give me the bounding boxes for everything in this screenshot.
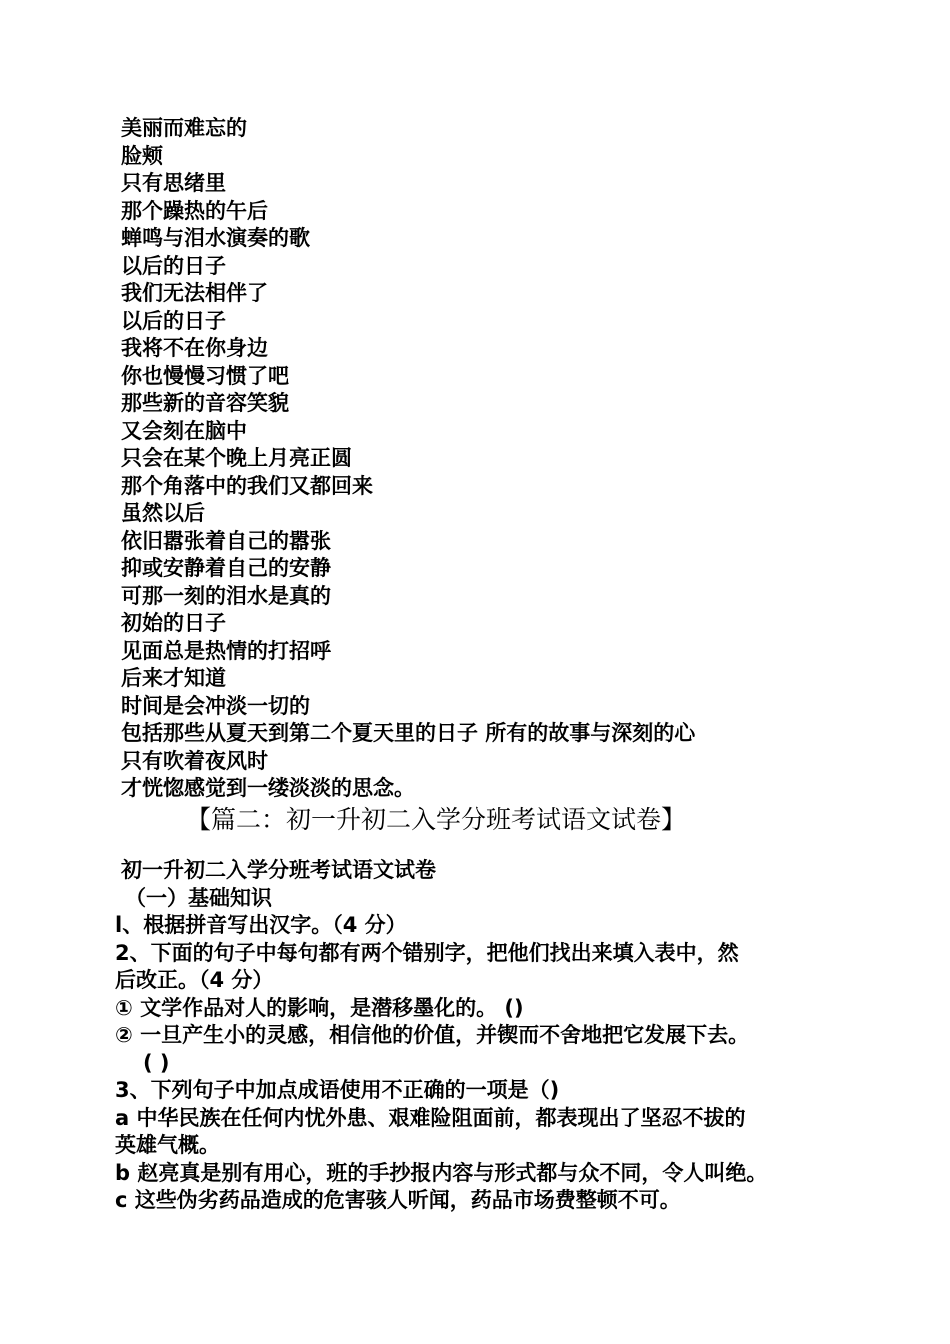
- option-b: b 赵亮真是别有用心，班的手抄报内容与形式都与众不同，令人叫绝。: [115, 1160, 768, 1185]
- part-heading: （一）基础知识: [125, 885, 272, 910]
- poem-line: 才恍惚感觉到一缕淡淡的思念。: [121, 776, 415, 800]
- poem-line: 以后的日子: [121, 253, 226, 278]
- poem-line: 蝉鸣与泪水演奏的歌: [121, 226, 310, 250]
- poem-line: 脸颊: [121, 143, 163, 168]
- question-2-item-1: ① 文学作品对人的影响，是潜移墨化的。 (): [115, 995, 524, 1020]
- poem-block: [121, 115, 901, 803]
- poem-line: 只有吹着夜风时: [121, 748, 268, 773]
- poem-line: 我们无法相伴了: [121, 281, 268, 305]
- poem-line: 抑或安静着自己的安静: [121, 556, 331, 580]
- poem-line: 只有思绪里: [121, 171, 226, 195]
- poem-line: 初始的日子: [121, 611, 226, 635]
- poem-line: 我将不在你身边: [121, 336, 268, 360]
- poem-line: 那个躁热的午后: [121, 198, 268, 223]
- option-a-line2: 英雄气概。: [115, 1133, 220, 1157]
- poem-line: 虽然以后: [121, 501, 205, 525]
- option-c: c 这些伪劣药品造成的危害骇人听闻，药品市场费整顿不可。: [115, 1188, 681, 1212]
- section-heading: 【篇二：初一升初二入学分班考试语文试卷】: [186, 805, 687, 834]
- question-2-line1: 2、下面的句子中每句都有两个错别字，把他们找出来填入表中，然: [115, 940, 739, 965]
- option-a-line1: a 中华民族在任何内忧外患、艰难险阻面前，都表现出了坚忍不拔的: [115, 1105, 746, 1130]
- question-1: l、根据拼音写出汉字。（4 分）: [115, 913, 407, 937]
- poem-line: 只会在某个晚上月亮正圆: [121, 446, 352, 470]
- poem-line: 时间是会冲淡一切的: [121, 693, 310, 718]
- question-2-line2: 后改正。（4 分）: [115, 968, 274, 992]
- poem-line: 以后的日子: [121, 308, 226, 333]
- exam-title: 初一升初二入学分班考试语文试卷: [121, 858, 436, 882]
- poem-line: 你也慢慢习惯了吧: [121, 363, 289, 388]
- poem-line: 依旧嚣张着自己的嚣张: [121, 528, 331, 553]
- poem-line: 美丽而难忘的: [121, 116, 247, 140]
- poem-line: 那个角落中的我们又都回来: [121, 473, 373, 498]
- poem-line: 见面总是热情的打招呼: [121, 638, 331, 663]
- poem-line: 又会刻在脑中: [121, 418, 247, 443]
- exam-block: [115, 857, 855, 1215]
- poem-line: 可那一刻的泪水是真的: [121, 583, 331, 608]
- poem-line: 那些新的音容笑貌: [121, 391, 289, 415]
- poem-line: 后来才知道: [121, 666, 226, 690]
- question-2-item-2: ② 一旦产生小的灵感，相信他的价值，并锲而不舍地把它发展下去。: [115, 1023, 750, 1047]
- poem-line: 包括那些从夏天到第二个夏天里的日子 所有的故事与深刻的心: [121, 721, 696, 745]
- question-3: 3、下列句子中加点成语使用不正确的一项是（): [115, 1078, 560, 1102]
- answer-paren: ( ): [143, 1050, 170, 1075]
